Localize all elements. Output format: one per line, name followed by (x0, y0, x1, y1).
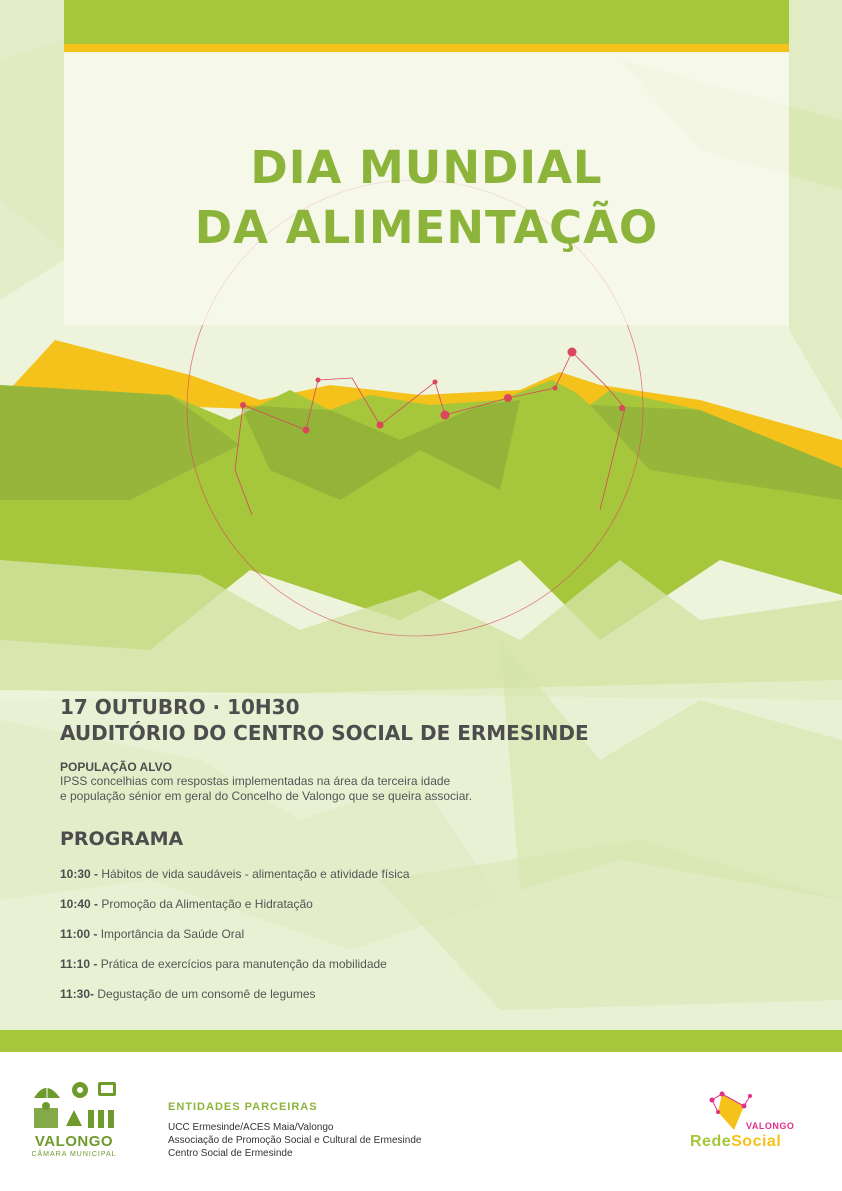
program-title: PROGRAMA (60, 828, 184, 850)
event-venue: AUDITÓRIO DO CENTRO SOCIAL DE ERMESINDE (60, 721, 589, 745)
program-activity: Importância da Saúde Oral (97, 927, 245, 941)
poster-title (64, 138, 789, 258)
program-activity: Degustação de um consomê de legumes (94, 987, 316, 1001)
program-activity: Prática de exercícios para manutenção da mobilidade (97, 957, 387, 971)
program-activity: Hábitos de vida saudáveis - alimentação e atividade física (98, 867, 410, 881)
program-activity: Promoção da Alimentação e Hidratação (98, 897, 313, 911)
program-time: 11:30- (60, 987, 95, 1001)
partners-title: ENTIDADES PARCEIRAS (168, 1101, 318, 1113)
target-audience-label: POPULAÇÃO ALVO (60, 760, 173, 774)
rede-social-valongo-label: VALONGO (746, 1121, 795, 1131)
title-line-1: DIA MUNDIAL (250, 141, 603, 194)
program-time: 11:10 - (60, 957, 98, 971)
program-item (60, 926, 410, 956)
program-time: 10:30 - (60, 867, 99, 881)
rede-name-part-2: Social (731, 1133, 782, 1150)
rede-social-name (690, 1133, 781, 1151)
top-green-bar (64, 0, 789, 44)
program-time: 11:00 - (60, 927, 98, 941)
target-line-1: IPSS concelhias com respostas implementadas na área da terceira idade (60, 774, 451, 788)
program-time: 10:40 - (60, 897, 99, 911)
partner-item: Centro Social de Ermesinde (168, 1148, 293, 1159)
valongo-logo-subtitle: CÂMARA MUNICIPAL (31, 1151, 117, 1158)
program-list (60, 866, 410, 1016)
partner-item: UCC Ermesinde/ACES Maia/Valongo (168, 1122, 334, 1133)
program-item (60, 866, 410, 896)
partners-list (168, 1121, 421, 1160)
program-item (60, 986, 410, 1016)
title-line-2: DA ALIMENTAÇÃO (194, 201, 659, 254)
program-item (60, 956, 410, 986)
rede-name-part-1: Rede (690, 1133, 732, 1150)
target-audience-text (60, 774, 620, 804)
valongo-logo-name: VALONGO (34, 1133, 114, 1150)
partner-item: Associação de Promoção Social e Cultural de Ermesinde (168, 1135, 422, 1146)
bottom-green-bar (0, 1030, 842, 1052)
program-item (60, 896, 410, 926)
target-line-2: e população sénior em geral do Concelho de Valongo que se queira associar. (60, 789, 473, 803)
top-yellow-stripe (64, 44, 789, 52)
event-date-time: 17 OUTUBRO · 10H30 (60, 695, 300, 719)
